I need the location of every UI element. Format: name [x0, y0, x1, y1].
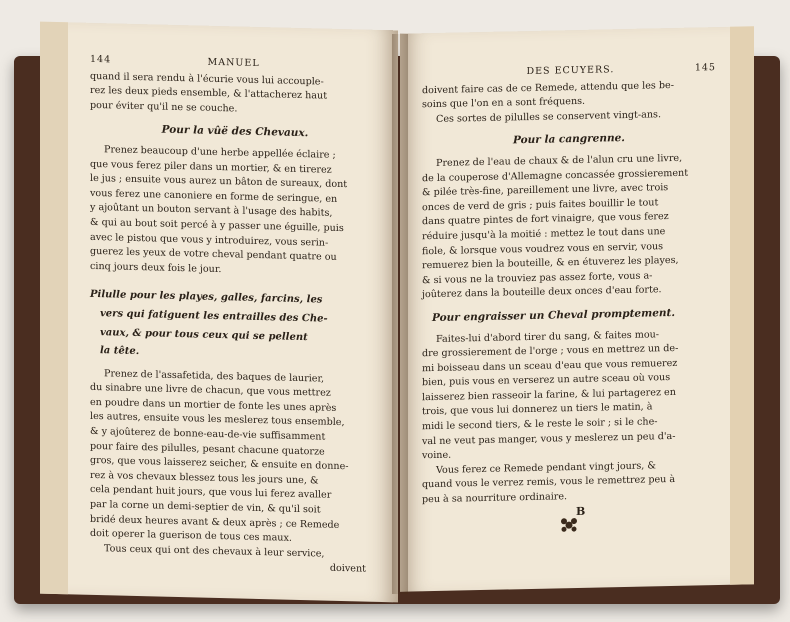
text-line: guerez les yeux de votre cheval pendant quatre ou [90, 245, 337, 264]
text-line: val ne veut pas manger, vous y meslerez un peu d'a- [422, 430, 676, 447]
section-heading: vers qui fatiguent les entrailles des Che- [100, 307, 328, 325]
right-running-head: DES ECUYERS. [526, 64, 615, 78]
text-line: y ajoûtant un bouton servant à l'usage des habits, [90, 202, 333, 220]
text-line: le jus ; ensuite vous aurez un bâton de sureaux, dont [90, 173, 348, 191]
left-page-number: 144 [90, 53, 112, 66]
fleuron-ornament-icon [422, 512, 716, 539]
text-line: par la corne un demi-septier de vin, & qu'il soit [90, 498, 321, 516]
section-heading: Pour engraisser un Cheval promptement. [432, 306, 676, 324]
text-line: cinq jours deux fois le jour. [90, 260, 222, 275]
text-line: fiole, & lorsque vous voudrez vous en servir, vous [422, 240, 664, 257]
signature-mark: B [576, 504, 586, 519]
text-line: que vous ferez piler dans un mortier, & en tirerez [90, 158, 332, 176]
text-line: Ces sortes de pilulles se conservent vingt-ans. [436, 109, 662, 125]
text-line: doit operer la guerison de tous ces maux. [90, 528, 292, 545]
text-line: Vous ferez ce Remede pendant vingt jours, & [436, 460, 656, 476]
text-line: de la couperose d'Allemagne concassée grossierement [422, 167, 689, 184]
text-line: pour éviter qu'il ne se couche. [90, 99, 238, 115]
text-line: Faites-lui d'abord tirer du sang, & faites mou- [436, 328, 660, 345]
text-line: onces de verd de gris ; puis faites bouillir le tout [422, 197, 659, 213]
text-line: Prenez de l'eau de chaux & de l'alun cru une livre, [436, 152, 683, 169]
text-line: quand vous le verrez remis, vous le remettrez peu à [422, 474, 676, 491]
text-line: voine. [422, 449, 452, 462]
text-line: rez à vos chevaux blessez tous les jours une, & [90, 469, 319, 487]
text-line: peu à sa nourriture ordinaire. [422, 491, 568, 506]
text-line: gros, que vous laisserez seicher, & ensuite en donne- [90, 455, 349, 473]
text-line: en poudre dans un mortier de fonte les unes après [90, 396, 337, 414]
text-line: du sinabre une livre de chacun, que vous mettrez [90, 382, 331, 400]
text-line: quand il sera rendu à l'écurie vous lui accouple- [90, 70, 324, 88]
text-line: mi boisseau dans un sceau d'eau que vous remuerez [422, 357, 678, 374]
text-line: Prenez de l'assafetida, des baques de laurier, [104, 367, 325, 385]
text-line: Prenez beaucoup d'une herbe appellée éclaire ; [104, 144, 336, 161]
right-page [400, 26, 754, 591]
text-line: bien, puis vous en verserez un autre sceau où vous [422, 372, 671, 389]
text-line: réduire jusqu'à la moitié : mettez le tout dans une [422, 226, 666, 243]
text-line: joûterez dans la bouteille deux onces d'eau forte. [422, 284, 662, 301]
text-line: soins que l'on en a sont fréquens. [422, 96, 586, 111]
section-heading: vaux, & pour tous ceux qui se pellent [100, 326, 308, 343]
text-line: doivent faire cas de ce Remede, attendu que les be- [422, 79, 674, 96]
right-page-number: 145 [694, 62, 716, 74]
text-line: cela pendant huit jours, que vous lui ferez avaller [90, 484, 332, 502]
text-line: bridé deux heures avant & deux après ; ce Remede [90, 513, 340, 531]
text-line: les autres, ensuite vous les meslerez tous ensemble, [90, 411, 345, 429]
book-gutter [392, 34, 408, 594]
text-line: avec le pistou que vous y introduirez, vous serin- [90, 231, 329, 249]
section-heading: Pour la vûë des Chevaux. [161, 123, 309, 140]
text-line: midi le second tiers, & le reste le soir ; si le che- [422, 416, 658, 433]
section-heading: la tête. [100, 345, 140, 358]
left-running-head: MANUEL [207, 56, 260, 69]
text-line: remuerez bien la bouteille, & en étuverez les playes, [422, 254, 679, 272]
text-line: & qui au bout soit percé à y passer une éguille, puis [90, 216, 344, 234]
section-heading: Pour la cangrenne. [513, 132, 625, 147]
text-line: dre grossierement de l'orge ; vous en mettrez un de- [422, 342, 679, 360]
text-line: & pilée très-fine, pareillement une livre, avec trois [422, 182, 669, 199]
text-line: pour faire des pilulles, pesant chacune quatorze [90, 440, 325, 458]
text-line: dans quatre pintes de fort vinaigre, que vous ferez [422, 211, 669, 228]
text-line: trois, que vous lui donnerez un tiers le matin, à [422, 401, 653, 418]
text-line: rez les deux pieds ensemble, & l'attacherez haut [90, 85, 328, 102]
text-line: Tous ceux qui ont des chevaux à leur service, [104, 543, 325, 560]
text-line: & si vous ne la trouviez pas assez forte, vous a- [422, 270, 653, 286]
section-heading: Pilulle pour les playes, galles, farcins, les [90, 289, 323, 306]
text-line: laisserez bien rasseoir la farine, & lui partagerez en [422, 386, 676, 404]
catchword: doivent [329, 563, 366, 575]
text-line: & y ajoûterez de bonne-eau-de-vie suffisamment [90, 425, 326, 443]
text-line: vous ferez une canoniere en forme de seringue, en [90, 187, 338, 205]
left-page [40, 22, 398, 603]
